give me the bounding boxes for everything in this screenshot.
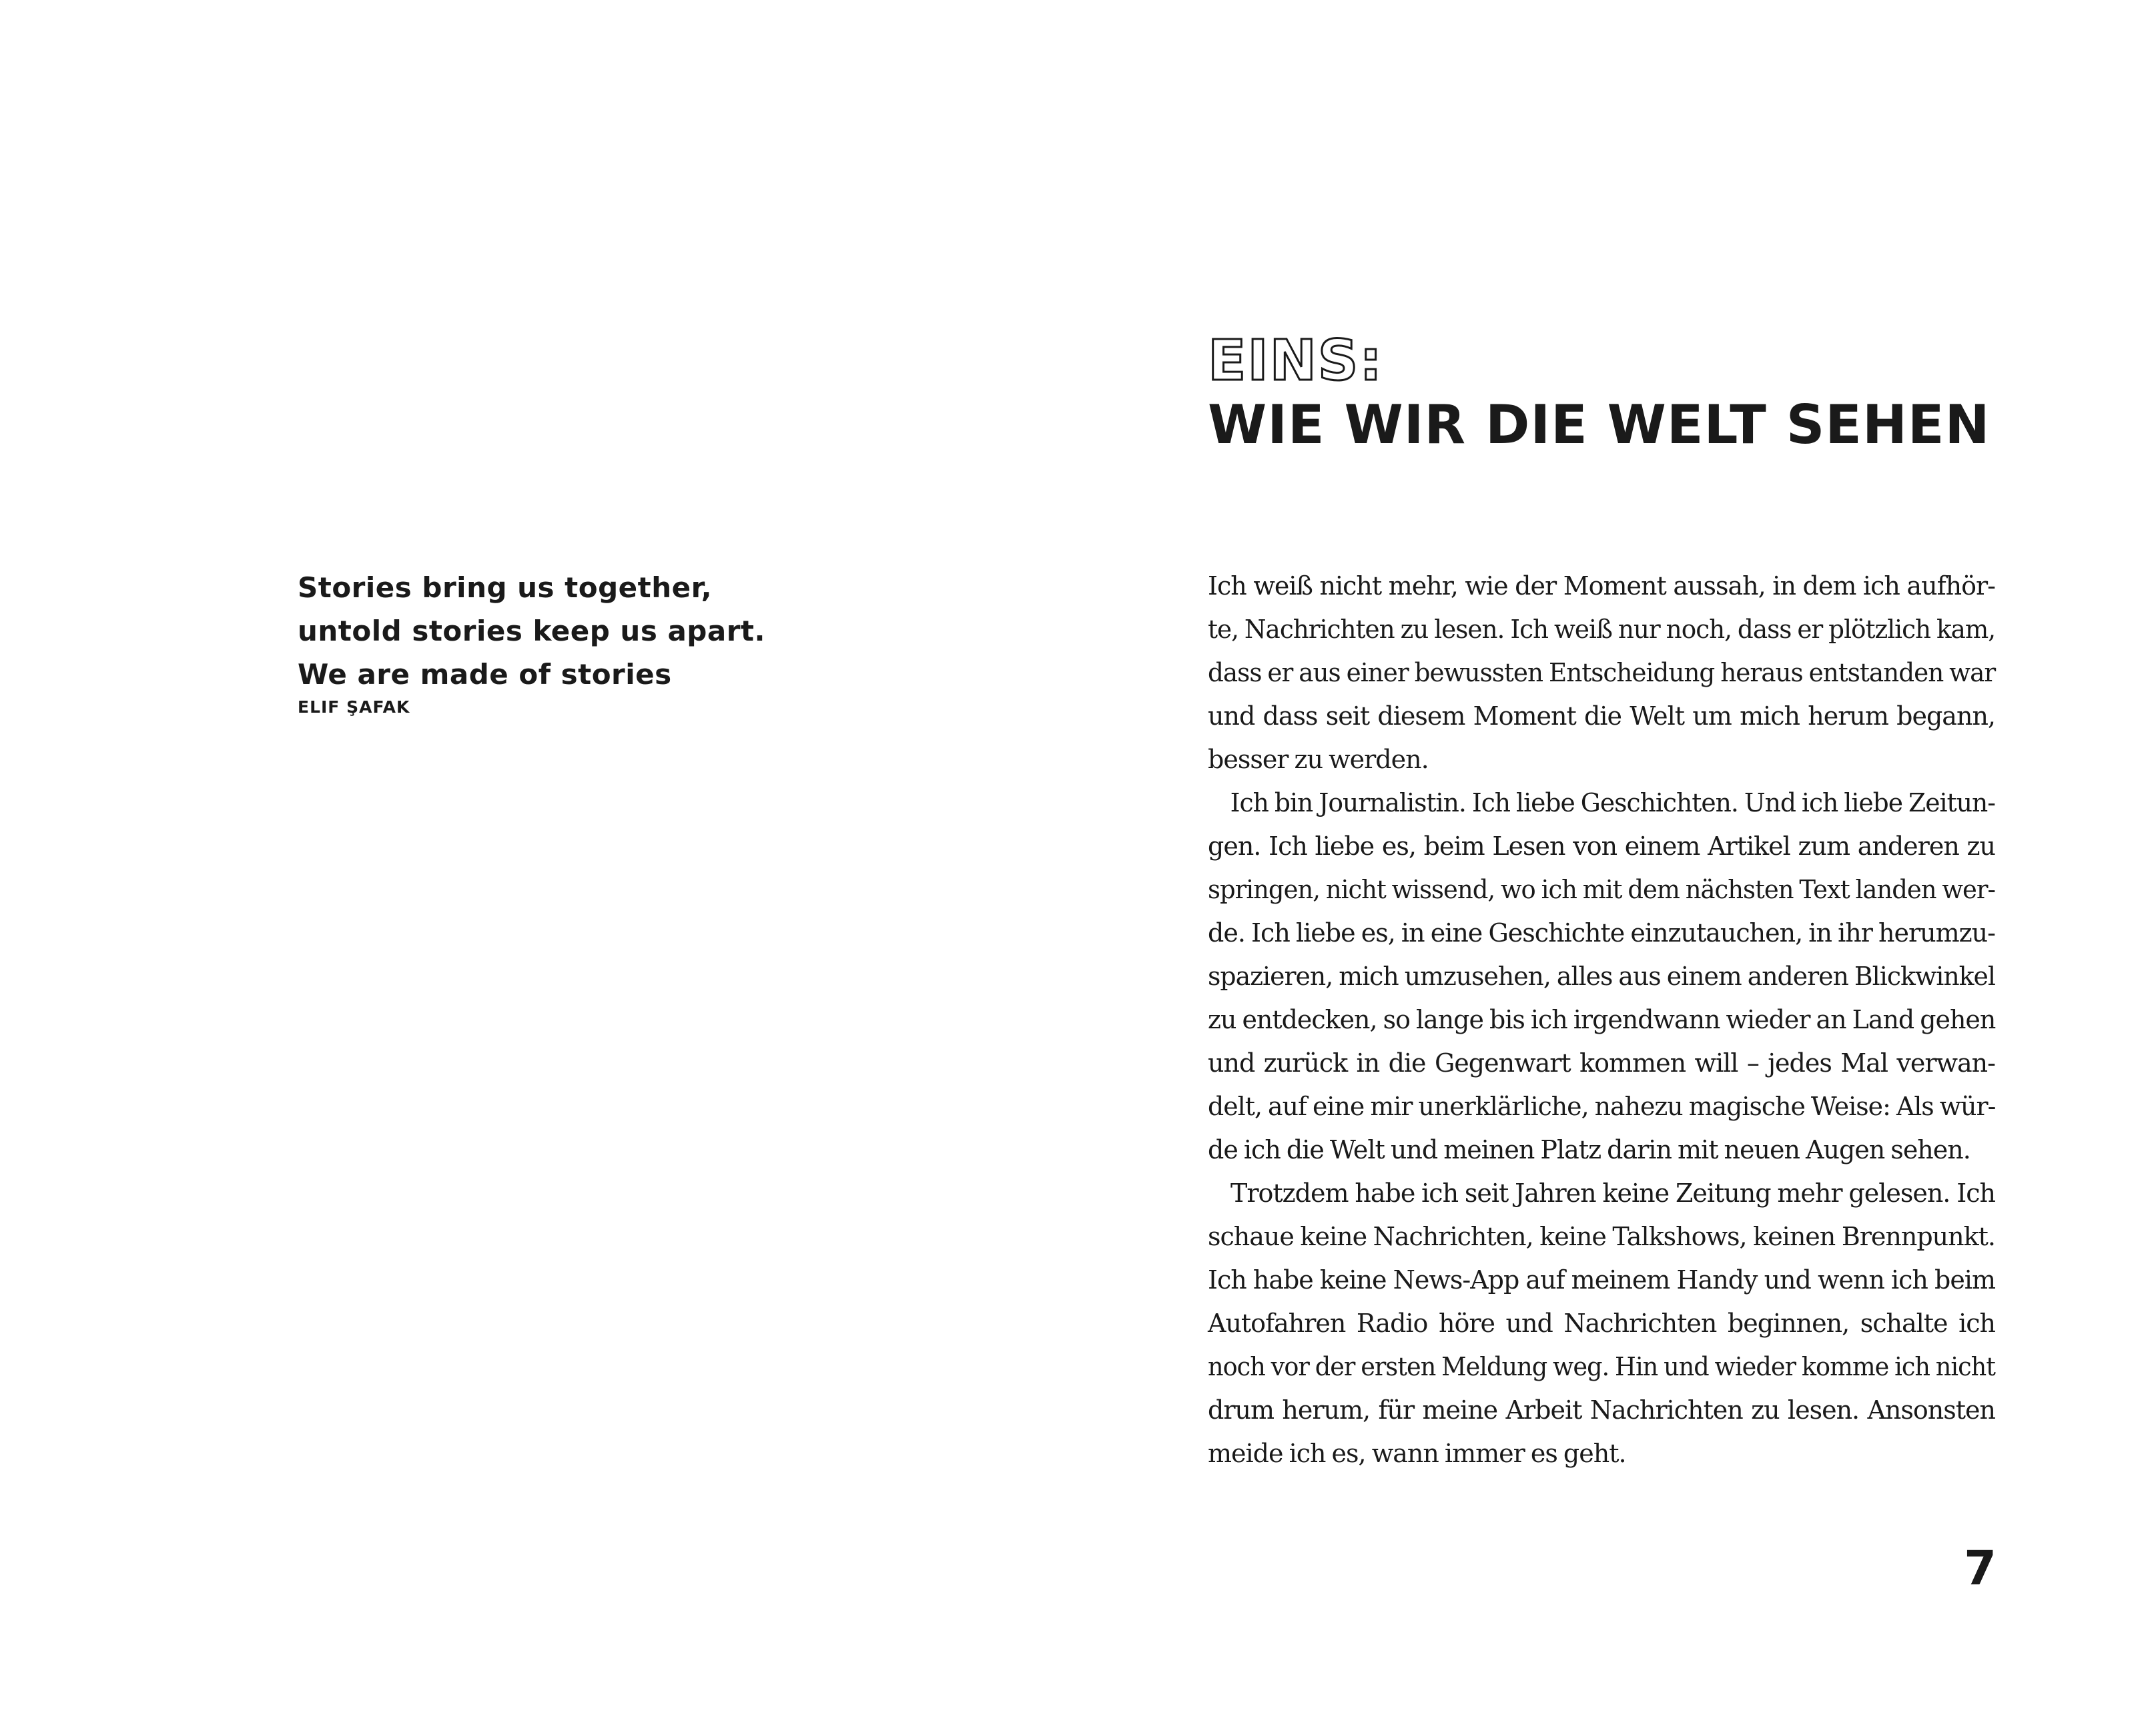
text-line: schaue keine Nachrichten, keine Talkshows, keinen Brennpunkt. xyxy=(1208,1222,1995,1251)
text-line: Autofahren Radio höre und Nachrichten beginnen, schalte ich xyxy=(1208,1309,1995,1338)
text-line: Ich bin Journalistin. Ich liebe Geschichten. Und ich liebe Zeitun- xyxy=(1230,788,1995,817)
text-line: gen. Ich liebe es, beim Lesen von einem Artikel zum anderen zu xyxy=(1208,831,1995,861)
text-line: noch vor der ersten Meldung weg. Hin und wieder komme ich nicht xyxy=(1208,1352,1996,1381)
text-line: de ich die Welt und meinen Platz darin mit neuen Augen sehen. xyxy=(1208,1135,1970,1164)
chapter-number: EINS: xyxy=(1208,328,1384,393)
body-text xyxy=(1208,565,1995,1475)
text-line: de. Ich liebe es, in eine Geschichte einzutauchen, in ihr herumzu- xyxy=(1208,918,1995,948)
chapter-title: WIE WIR DIE WELT SEHEN xyxy=(1208,394,1991,456)
epigraph-author: ELIF ŞAFAK xyxy=(298,697,410,717)
paragraph-2 xyxy=(1208,781,1995,1172)
epigraph-line: Stories bring us together, xyxy=(298,571,713,604)
text-line: und zurück in die Gegenwart kommen will – jedes Mal verwan- xyxy=(1208,1048,1995,1078)
text-line: Ich habe keine News-App auf meinem Handy und wenn ich beim xyxy=(1208,1265,1995,1295)
text-line: Ich weiß nicht mehr, wie der Moment aussah, in dem ich aufhör- xyxy=(1208,571,1995,601)
text-line: delt, auf eine mir unerklärliche, nahezu magische Weise: Als wür- xyxy=(1208,1092,1996,1121)
paragraph-3 xyxy=(1208,1172,1995,1475)
text-line: te, Nachrichten zu lesen. Ich weiß nur noch, dass er plötzlich kam, xyxy=(1208,615,1996,644)
text-line: drum herum, für meine Arbeit Nachrichten zu lesen. Ansonsten xyxy=(1208,1395,1995,1425)
text-line: besser zu werden. xyxy=(1208,745,1429,774)
epigraph-line: We are made of stories xyxy=(298,658,672,691)
page-number: 7 xyxy=(1964,1541,1997,1596)
epigraph-line: untold stories keep us apart. xyxy=(298,615,765,647)
paragraph-1 xyxy=(1208,565,1995,781)
text-line: Trotzdem habe ich seit Jahren keine Zeitung mehr gelesen. Ich xyxy=(1230,1178,1995,1208)
text-line: und dass seit diesem Moment die Welt um mich herum begann, xyxy=(1208,701,1995,731)
epigraph xyxy=(298,566,965,719)
text-line: zu entdecken, so lange bis ich irgendwann wieder an Land gehen xyxy=(1208,1005,1996,1034)
text-line: spazieren, mich umzusehen, alles aus einem anderen Blickwinkel xyxy=(1208,962,1995,991)
text-line: dass er aus einer bewussten Entscheidung heraus entstanden war xyxy=(1208,658,1996,687)
text-line: springen, nicht wissend, wo ich mit dem nächsten Text landen wer- xyxy=(1208,875,1996,904)
text-line: meide ich es, wann immer es geht. xyxy=(1208,1439,1626,1468)
